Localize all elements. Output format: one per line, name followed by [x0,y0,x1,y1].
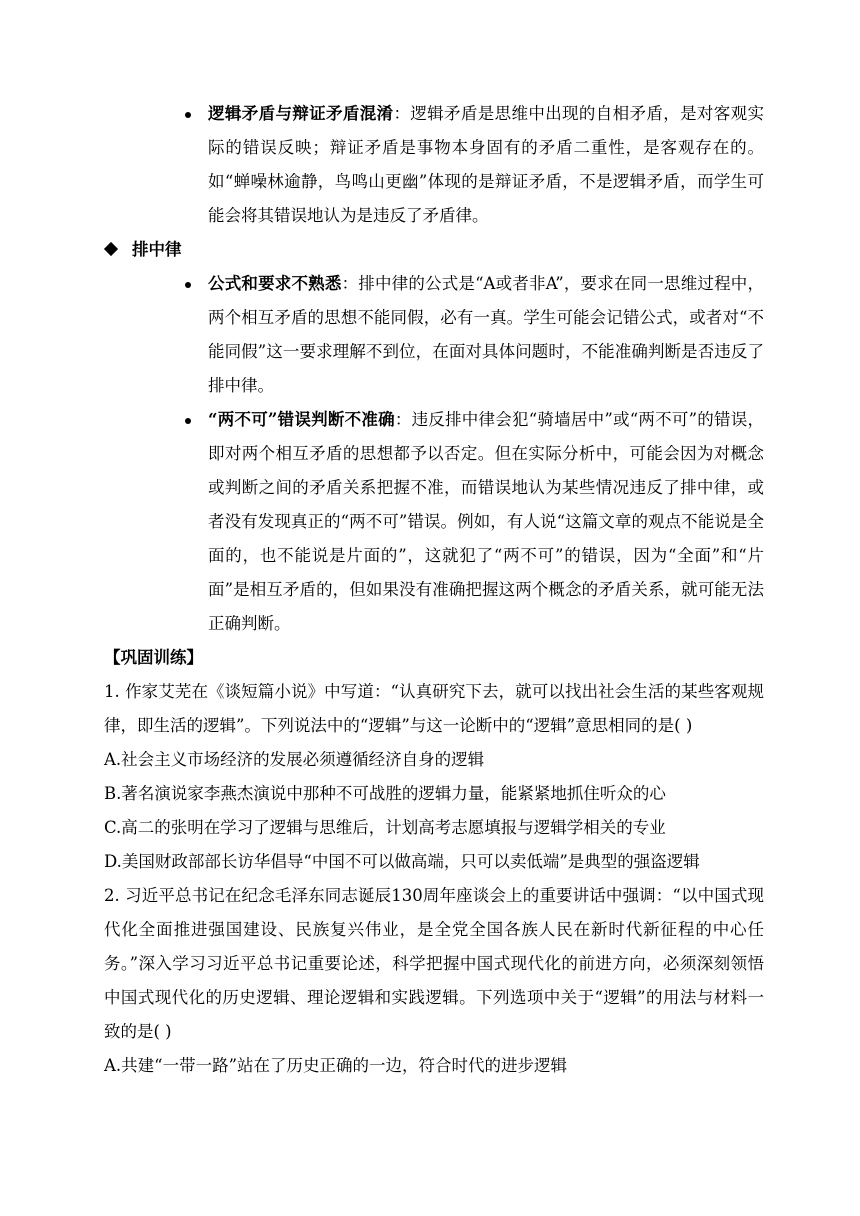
section-heading-text: 排中律 [132,240,182,259]
bullet-dot-icon [178,267,198,301]
option-d: D.美国财政部部长访华倡导“中国不可以做高端，只可以卖低端”是典型的强盗逻辑 [104,852,700,871]
option-a: A.共建“一带一路”站在了历史正确的一边，符合时代的进步逻辑 [104,1056,568,1075]
bullet-term: “两不可”错误判断不准确 [208,410,395,429]
question-stem: 1. 作家艾芜在《谈短篇小说》中写道：“认真研究下去，就可以找出社会生活的某些客观规律，即生活的逻辑”。下列说法中的“逻辑”与这一论断中的“逻辑”意思相同的是( ) [104,682,764,735]
bullet-body: ：排中律的公式是“A或者非A”，要求在同一思维过程中，两个相互矛盾的思想不能同假，必有一真。学生可能会记错公式，或者对“不能同假”这一要求理解不到位，在面对具体问题时，不能准确判断是否违反了排中律。 [208,274,765,395]
bullet-term: 逻辑矛盾与辩证矛盾混淆 [208,104,394,123]
option-a: A.社会主义市场经济的发展必须遵循经济自身的逻辑 [104,750,485,769]
option-b: B.著名演说家李燕杰演说中那种不可战胜的逻辑力量，能紧紧地抓住听众的心 [104,784,666,803]
bullet-dot-icon [178,97,198,131]
bullet-dot-icon [178,403,198,437]
bullet-body: ：违反排中律会犯“骑墙居中”或“两不可”的错误，即对两个相互矛盾的思想都予以否定。但在实际分析中，可能会因为对概念或判断之间的矛盾关系把握不准，而错误地认为某些情况违反了排中律，或者没有发现真正的“两不可”错误。例如，有人说“这篇文章的观点不能说是全面的，也不能说是片面的”，这就犯了“两不可”的错误，因为“全面”和“片面”是相互矛盾的，但如果没有准确把握这两个概念的矛盾关系，就可能无法正确判断。 [208,410,765,633]
question-stem: 2. 习近平总书记在纪念毛泽东同志诞辰130周年座谈会上的重要讲话中强调：“以中国式现代化全面推进强国建设、民族复兴伟业，是全党全国各族人民在新时代新征程的中心任务。”深入学习习近平总书记重要论述，科学把握中国式现代化的前进方向，必须深刻领悟中国式现代化的历史逻辑、理论逻辑和实践逻辑。下列选项中关于“逻辑”的用法与材料一致的是( ) [104,886,764,1041]
question-2 [104,879,764,1083]
question-1 [104,675,764,879]
bullet-body: ：逻辑矛盾是思维中出现的自相矛盾，是对客观实际的错误反映；辩证矛盾是事物本身固有的矛盾二重性，是客观存在的。如“蝉噪林逾静，鸟鸣山更幽”体现的是辩证矛盾，不是逻辑矛盾，而学生可能会将其错误地认为是违反了矛盾律。 [208,104,764,225]
document-body [104,97,764,1083]
diamond-bullet-icon [104,242,118,256]
option-c: C.高二的张明在学习了逻辑与思维后，计划高考志愿填报与逻辑学相关的专业 [104,818,666,837]
bullet-two-nots-error [104,403,764,641]
bullet-formula-unfamiliar [104,267,764,403]
practice-title: 【巩固训练】 [104,648,203,667]
section-heading-excluded-middle [104,233,764,267]
bullet-term: 公式和要求不熟悉 [208,274,342,293]
bullet-contradiction-confusion [104,97,764,233]
